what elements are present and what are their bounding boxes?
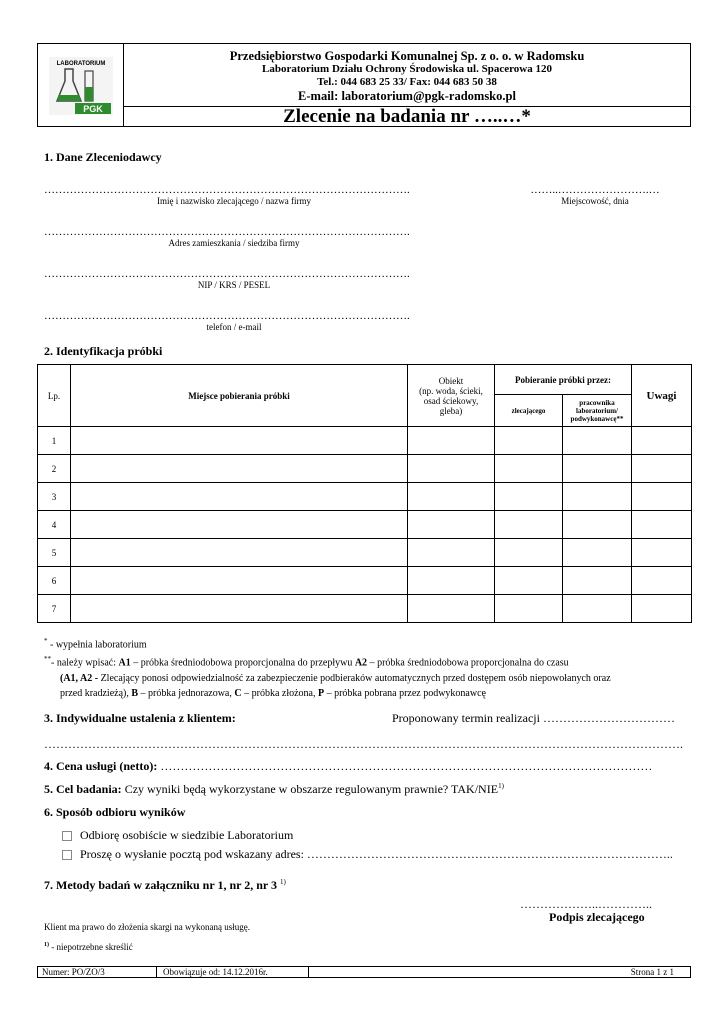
footnote-2-text-d: Zlecający ponosi odpowiedzialność za zabezpieczenie podbieraków automatycznych przed dostępem osób niepowołanych oraz — [98, 672, 611, 684]
col-place-header: Miejsce pobierania próbki — [71, 365, 408, 427]
object-cell[interactable] — [408, 427, 495, 455]
staff-cell[interactable] — [563, 427, 632, 455]
footnote-1 — [44, 634, 684, 652]
client-address-dots: ………………………………………………………………………………………. — [44, 226, 410, 238]
table-row — [38, 455, 692, 483]
footnote-2-a1a2: (A1, A2 - — [60, 672, 99, 684]
price-field[interactable]: …………………………………………………………………………………………………………… — [157, 759, 653, 773]
pgk-lab-logo — [49, 57, 113, 115]
lab-address: Laboratorium Działu Ochrony Środowiska ul. Spacerowa 120 — [261, 63, 552, 75]
client-name-caption: Imię i nazwisko zlecającego / nazwa firmy — [157, 196, 311, 206]
section5-heading: 5. Cel badania: — [44, 782, 122, 796]
object-cell[interactable] — [408, 595, 495, 623]
row-number: 2 — [38, 455, 71, 483]
notes-cell[interactable] — [632, 455, 692, 483]
client-id-caption: NIP / KRS / PESEL — [197, 280, 271, 290]
sample-table — [37, 364, 692, 623]
logo-text: LABORATORIUM — [56, 61, 106, 67]
page-number: Strona 1 z 1 — [630, 967, 674, 977]
place-cell[interactable] — [71, 539, 408, 567]
pickup-option[interactable] — [62, 828, 293, 843]
lab-email: E-mail: laboratorium@pgk-radomsko.pl — [298, 89, 516, 103]
notes-cell[interactable] — [632, 567, 692, 595]
row-number: 3 — [38, 483, 71, 511]
section6-heading: 6. Sposób odbioru wyników — [44, 805, 186, 819]
row-number: 6 — [38, 567, 71, 595]
client-address-field[interactable] — [44, 226, 424, 248]
object-cell[interactable] — [408, 567, 495, 595]
place-cell[interactable] — [71, 427, 408, 455]
object-cell[interactable] — [408, 483, 495, 511]
signature-dots[interactable]: ………………..………….. — [520, 897, 652, 911]
section7-sup: 1) — [280, 878, 286, 886]
section5-sup: 1) — [498, 782, 504, 790]
staff-cell[interactable] — [563, 595, 632, 623]
row-number: 4 — [38, 511, 71, 539]
footnote-2-text-c: – próbka średniodobowa proporcjonalna do czasu — [367, 657, 569, 669]
client-cell[interactable] — [495, 427, 563, 455]
col-object-header — [408, 365, 495, 427]
pickup-option-label: Odbiorę osobiście w siedzibie Laboratorium — [80, 828, 294, 842]
client-contact-dots: ………………………………………………………………………………………. — [44, 310, 410, 322]
staff-cell[interactable] — [563, 539, 632, 567]
table-row — [38, 595, 692, 623]
notes-cell[interactable] — [632, 595, 692, 623]
footnote-2-text-h: – próbka pobrana przez podwykonawcę — [324, 687, 486, 699]
footnote-2-c: C — [234, 687, 242, 699]
place-cell[interactable] — [71, 567, 408, 595]
checkbox-icon[interactable] — [62, 850, 72, 860]
client-name-field[interactable] — [44, 184, 424, 206]
object-cell[interactable] — [408, 539, 495, 567]
client-address-caption: Adres zamieszkania / siedziba firmy — [168, 238, 300, 248]
col-notes-header: Uwagi — [632, 365, 692, 427]
footer-divider — [156, 966, 157, 978]
logo-cell — [38, 44, 124, 126]
place-date-dots: ……..…………………….… — [530, 184, 660, 196]
logo-brand: PGK — [83, 104, 103, 114]
table-row — [38, 483, 692, 511]
section3-heading: 3. Indywidualne ustalenia z klientem: — [44, 711, 236, 725]
section4-row — [44, 759, 652, 774]
notes-cell[interactable] — [632, 427, 692, 455]
client-cell[interactable] — [495, 455, 563, 483]
place-date-field[interactable] — [525, 184, 665, 206]
footer-divider — [308, 966, 309, 978]
section5-row — [44, 782, 504, 797]
object-cell[interactable] — [408, 511, 495, 539]
footnote-2-mark: ** — [44, 655, 51, 664]
row-number: 5 — [38, 539, 71, 567]
place-cell[interactable] — [71, 455, 408, 483]
client-cell[interactable] — [495, 483, 563, 511]
staff-cell[interactable] — [563, 511, 632, 539]
strike-note-text: - niepotrzebne skreślić — [49, 942, 133, 952]
document-header — [37, 43, 691, 127]
footnote-2-line1 — [44, 652, 684, 670]
client-id-dots: ………………………………………………………………………………………. — [44, 268, 410, 280]
table-row — [38, 511, 692, 539]
table-row — [38, 539, 692, 567]
col-staff-header: pracownika laboratorium/ podwykonawcę** — [563, 395, 632, 427]
footnote-2-text-e: przed kradzieżą), — [60, 687, 132, 699]
mail-option[interactable] — [62, 847, 673, 862]
checkbox-icon[interactable] — [62, 831, 72, 841]
doc-number: Numer: PO/ZO/3 — [42, 967, 105, 977]
footnote-2-text-f: – próbka jednorazowa, — [138, 687, 235, 699]
row-number: 1 — [38, 427, 71, 455]
place-date-caption: Miejscowość, dnia — [561, 196, 629, 206]
col-sampling-header: Pobieranie próbki przez: — [495, 365, 632, 395]
footnote-2-text-a: - należy wpisać: — [51, 657, 119, 669]
footnote-1-text: - wypełnia laboratorium — [47, 639, 147, 651]
purpose-question: Czy wyniki będą wykorzystane w obszarze regulowanym prawnie? TAK/NIE — [121, 782, 499, 796]
company-info — [124, 44, 690, 105]
place-cell[interactable] — [71, 483, 408, 511]
mail-option-label: Proszę o wysłanie pocztą pod wskazany adres: ……………………………………………………………………………….. — [80, 847, 673, 861]
client-contact-field[interactable] — [44, 310, 424, 332]
table-row — [38, 427, 692, 455]
client-cell[interactable] — [495, 511, 563, 539]
section2-heading: 2. Identyfikacja próbki — [44, 344, 163, 358]
place-cell[interactable] — [71, 595, 408, 623]
notes-cell[interactable] — [632, 539, 692, 567]
footnote-2-text-b: – próbka średniodobowa proporcjonalna do przepływu — [130, 657, 355, 669]
notes-cell[interactable] — [632, 483, 692, 511]
section7-heading: 7. Metody badań w załączniku nr 1, nr 2, nr 3 — [44, 878, 281, 892]
footnote-2-p: P — [317, 687, 325, 699]
complaint-note: Klient ma prawo do złożenia skargi na wykonaną usługę. — [44, 922, 251, 932]
footnotes — [44, 634, 684, 701]
agreements-field[interactable]: ……………………………………………………………………………………………………………………………………………. — [44, 737, 683, 751]
lab-phone: Tel.: 044 683 25 33/ Fax: 044 683 50 38 — [317, 76, 497, 88]
col-lp-header: Lp. — [38, 365, 71, 427]
doc-valid-from: Obowiązuje od: 14.12.2016r. — [163, 967, 268, 977]
form-title: Zlecenie na badania nr …..…* — [124, 106, 690, 127]
client-id-field[interactable] — [44, 268, 424, 290]
footnote-1-mark: * — [44, 637, 48, 645]
footnote-2-line3 — [44, 686, 684, 701]
strike-note — [44, 942, 133, 952]
footnote-2-text-g: – próbka złożona, — [241, 687, 318, 699]
strike-note-mark: 1) — [44, 942, 49, 948]
footnote-2-a1: A1 — [118, 657, 131, 669]
row-number: 7 — [38, 595, 71, 623]
staff-cell[interactable] — [563, 567, 632, 595]
client-cell[interactable] — [495, 567, 563, 595]
notes-cell[interactable] — [632, 511, 692, 539]
company-name: Przedsiębiorstwo Gospodarki Komunalnej Sp. z o. o. w Radomsku — [229, 49, 585, 63]
client-name-dots: ………………………………………………………………………………………. — [44, 184, 410, 196]
client-cell[interactable] — [495, 595, 563, 623]
footnote-2-b: B — [131, 687, 139, 699]
client-cell[interactable] — [495, 539, 563, 567]
col-client-header: zlecającego — [495, 395, 563, 427]
signature-label: Podpis zlecającego — [549, 910, 645, 924]
footnote-2-a2: A2 — [354, 657, 368, 669]
table-row — [38, 567, 692, 595]
section7-row — [44, 878, 286, 893]
staff-cell[interactable] — [563, 483, 632, 511]
document-footer — [37, 966, 691, 978]
term-field[interactable]: Proponowany termin realizacji …………………………… — [392, 711, 675, 725]
object-cell[interactable] — [408, 455, 495, 483]
section4-heading: 4. Cena usługi (netto): — [44, 759, 158, 773]
staff-cell[interactable] — [563, 455, 632, 483]
footnote-2-line2 — [44, 671, 684, 686]
col-object-label: Obiekt (np. woda, ścieki, osad ściekowy, gleba) — [419, 375, 483, 416]
section1-heading: 1. Dane Zleceniodawcy — [44, 150, 162, 164]
client-contact-caption: telefon / e-mail — [206, 322, 262, 332]
place-cell[interactable] — [71, 511, 408, 539]
